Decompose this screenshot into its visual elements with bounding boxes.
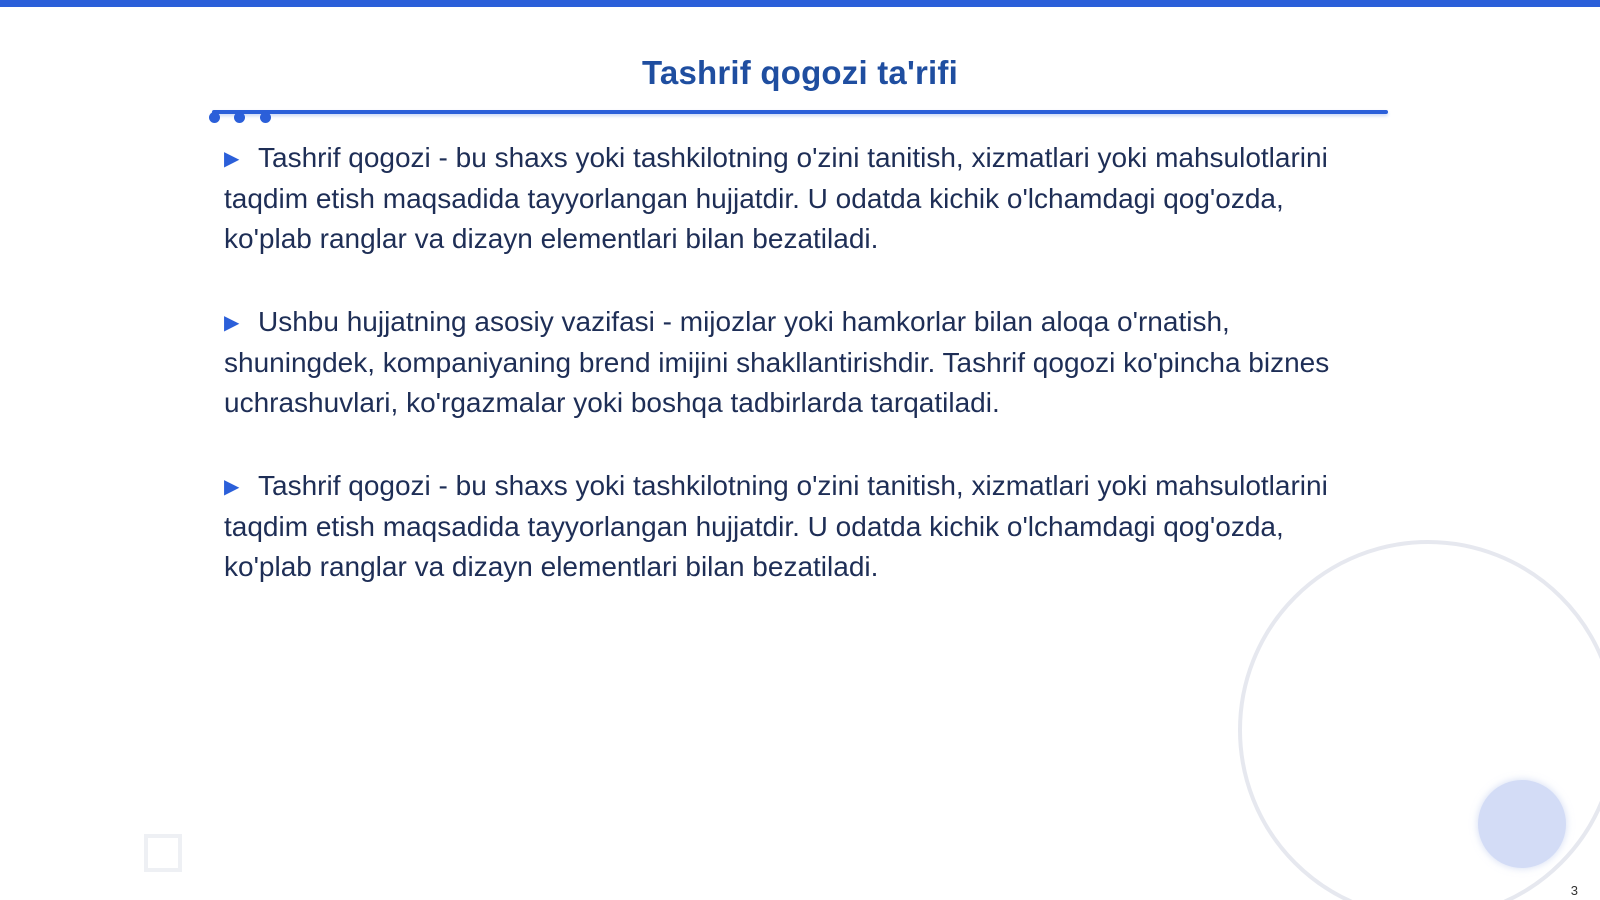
bullet-paragraph-1 — [224, 138, 1354, 259]
triangle-bullet-icon: ▶ — [224, 476, 240, 498]
decorative-square — [144, 834, 182, 872]
triangle-bullet-icon: ▶ — [224, 148, 240, 170]
paragraph-text: Tashrif qogozi - bu shaxs yoki tashkilotning o'zini tanitish, xizmatlari yoki mahsulotlarini taqdim etish maqsadida tayyorlangan hujjatdir. U odatda kichik o'lchamdagi qog'ozda, ko'plab ranglar va dizayn elementlari bilan bezatiladi. — [224, 470, 1328, 582]
bullet-paragraph-3 — [224, 466, 1354, 587]
bullet-list — [224, 138, 1354, 630]
top-accent-bar — [0, 0, 1600, 7]
paragraph-text: Tashrif qogozi - bu shaxs yoki tashkilotning o'zini tanitish, xizmatlari yoki mahsulotlarini taqdim etish maqsadida tayyorlangan hujjatdir. U odatda kichik o'lchamdagi qog'ozda, ko'plab ranglar va dizayn elementlari bilan bezatiladi. — [224, 142, 1328, 254]
underline-dot — [234, 112, 245, 123]
decorative-circle — [1478, 780, 1566, 868]
underline-dot — [260, 112, 271, 123]
bullet-paragraph-2 — [224, 302, 1354, 423]
paragraph-text: Ushbu hujjatning asosiy vazifasi - mijozlar yoki hamkorlar bilan aloqa o'rnatish, shuningdek, kompaniyaning brend imijini shakllantirishdir. Tashrif qogozi ko'pincha biznes uchrashuvlari, ko'rgazmalar yoki boshqa tadbirlarda tarqatiladi. — [224, 306, 1330, 418]
title-underline — [212, 110, 1388, 114]
triangle-bullet-icon: ▶ — [224, 312, 240, 334]
slide-number: 3 — [1570, 883, 1578, 898]
slide-title: Tashrif qogozi ta'rifi — [642, 54, 958, 91]
underline-dot — [209, 112, 220, 123]
